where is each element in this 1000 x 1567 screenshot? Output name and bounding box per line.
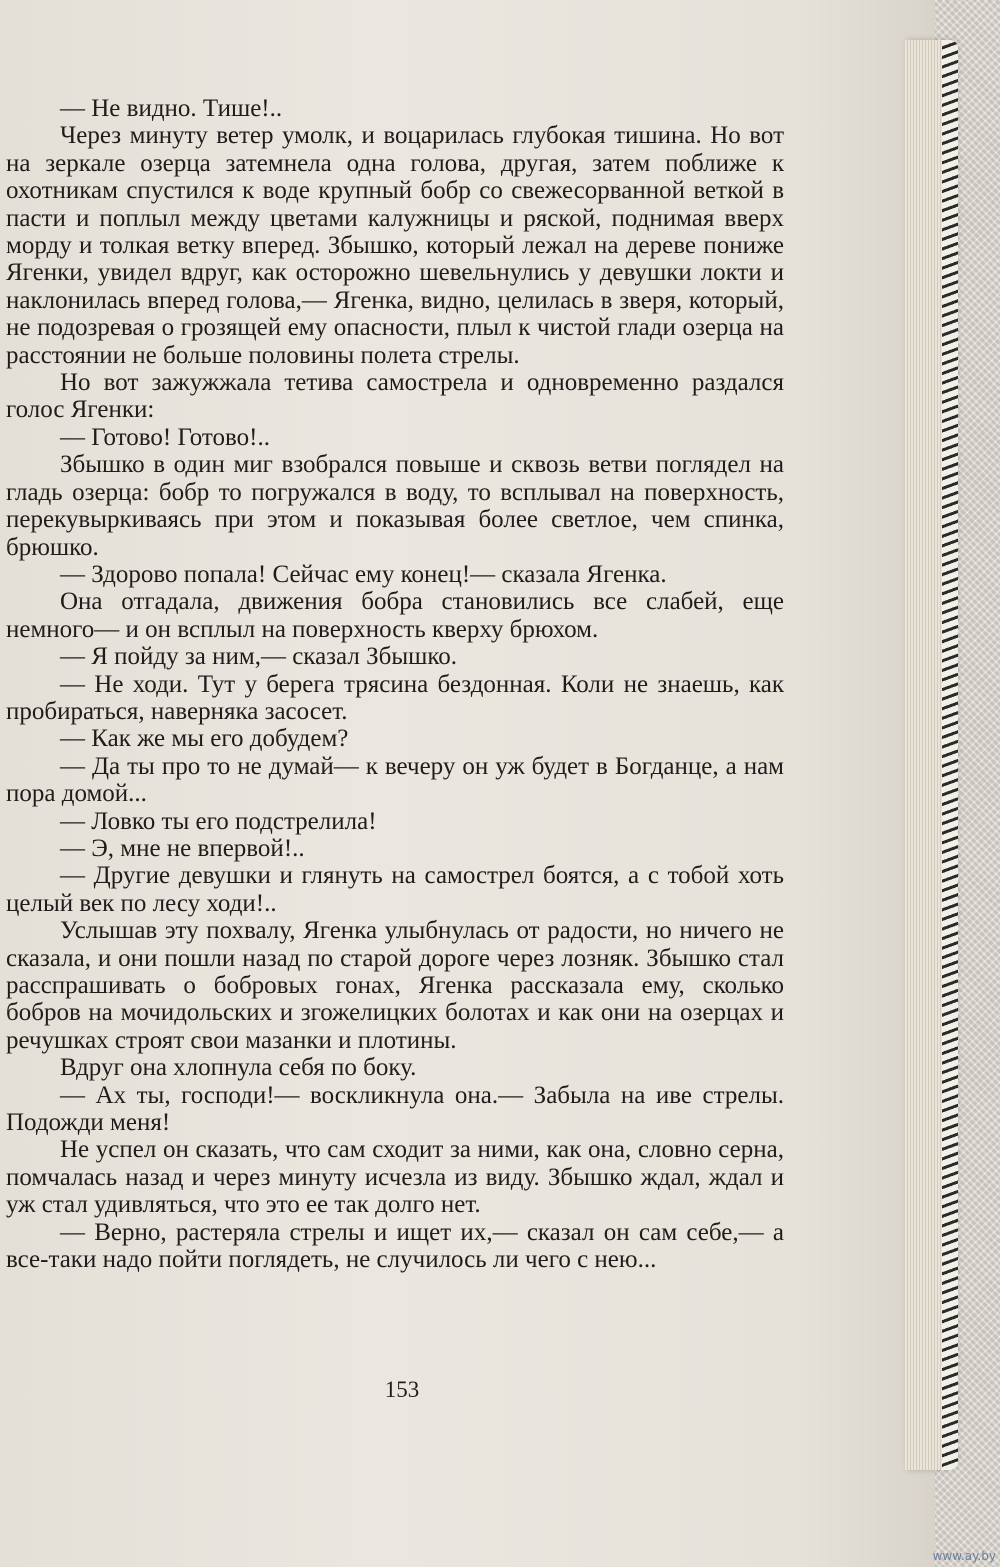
paragraph: Услышав эту похвалу, Ягенка улыбнулась от радости, но ничего не сказала, и они пошли назад по старой дороге через лозняк. Збышко стал расспрашивать о бобровых гонах, Ягенка рассказала ему, сколько бобров на мочидольских и згожелицких болотах и как они на озерцах и речушках строят свои мазанки и плотины. <box>6 917 784 1054</box>
paragraph: — Другие девушки и глянуть на самострел боятся, а с тобой хоть целый век по лесу ходи!.. <box>6 862 784 917</box>
paragraph: Збышко в один миг взобрался повыше и сквозь ветви поглядел на гладь озерца: бобр то погружался в воду, то всплывал на поверхность, перекувыркиваясь при этом и показывая более светлое, чем спинка, брюшко. <box>6 451 784 561</box>
paragraph: — Ловко ты его подстрелила! <box>60 807 377 835</box>
page-text <box>6 95 784 1273</box>
paragraph: — Здорово попала! Сейчас ему конец!— сказала Ягенка. <box>60 560 667 588</box>
paragraph: — Как же мы его добудем? <box>60 725 349 753</box>
book-edge-band <box>942 40 958 1470</box>
paragraph: — Ах ты, господи!— воскликнула она.— Забыла на иве стрелы. Подожди меня! <box>6 1081 784 1137</box>
paragraph: — Готово! Готово!.. <box>60 423 270 451</box>
paragraph: Но вот зажужжала тетива самострела и одновременно раздался голос Ягенки: <box>6 369 784 424</box>
paragraph: — Не видно. Тише!.. <box>60 95 283 122</box>
paragraph: Вдруг она хлопнула себя по боку. <box>60 1054 417 1082</box>
paragraph: Она отгадала, движения бобра становились все слабей, еще немного— и он всплыл на поверхность кверху брюхом. <box>6 588 784 643</box>
paragraph: Через минуту ветер умолк, и воцарилась глубокая тишина. Но вот на зеркале озерца затемнела одна голова, другая, затем поближе к охотникам спустился к воде крупный бобр со свежесорванной веткой в пасти и поплыл между цветами калужницы и ряской, поднимая вверх морду и толкая ветку вперед. Збышко, который лежал на дереве пониже Ягенки, увидел вдруг, как осторожно шевельнулись у девушки локти и наклонилась вперед голова,— Ягенка, видно, целилась в зверя, который, не подозревая о грозящей ему опасности, плыл к чистой глади озерца на расстоянии не больше половины полета стрелы. <box>6 122 784 369</box>
paragraph: — Не ходи. Тут у берега трясина бездонная. Коли не знаешь, как пробираться, наверняка засосет. <box>6 670 784 725</box>
paragraph: — Да ты про то не думай— к вечеру он уж будет в Богданце, а нам пора домой... <box>6 752 784 808</box>
paragraph: — Я пойду за ним,— сказал Збышко. <box>60 643 457 671</box>
paragraph: — Верно, растеряла стрелы и ищет их,— сказал он сам себе,— а все-таки надо пойти поглядеть, не случилось ли чего с нею... <box>6 1218 784 1274</box>
paragraph: Не успел он сказать, что сам сходит за ними, как она, словно серна, помчалась назад и через минуту исчезла из виду. Збышко ждал, ждал и уж стал удивляться, что это ее так долго нет. <box>6 1136 784 1219</box>
paragraph: — Э, мне не впервой!.. <box>60 834 305 862</box>
page-number: 153 <box>384 1377 420 1402</box>
watermark: www.ay.by <box>932 1549 996 1563</box>
